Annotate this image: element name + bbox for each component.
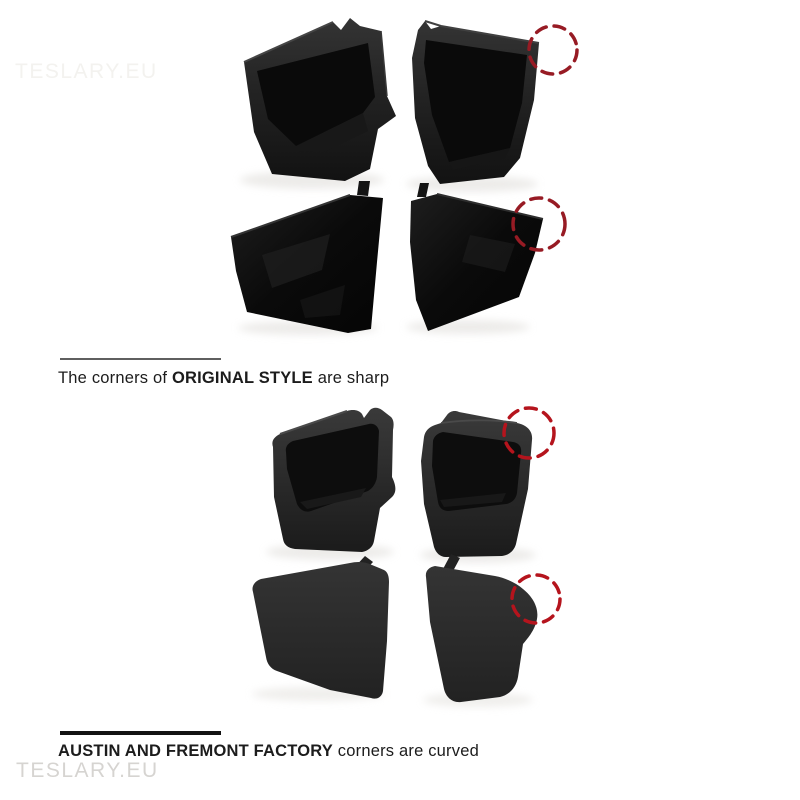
caption-factory — [58, 741, 479, 761]
caption-original-suffix: are sharp — [312, 369, 390, 387]
watermark-bottom: TESLARY.EU — [16, 759, 159, 782]
sharp-box-right — [412, 21, 539, 184]
curved-box-right — [421, 411, 532, 557]
sharp-box-left — [244, 18, 396, 181]
curved-box-left — [272, 408, 395, 552]
factory-style-photo — [252, 408, 560, 707]
watermark-top: TESLARY.EU — [15, 60, 158, 83]
caption-factory-highlight: AUSTIN AND FREMONT FACTORY — [58, 742, 334, 760]
curved-panel-right — [426, 554, 538, 702]
caption-original — [58, 368, 389, 388]
sharp-panel-left — [231, 181, 383, 333]
curved-panel-left — [252, 556, 389, 699]
divider-factory — [60, 731, 221, 735]
original-style-photo — [231, 18, 577, 335]
caption-original-highlight: ORIGINAL STYLE — [171, 369, 313, 387]
divider-original — [60, 358, 221, 360]
caption-original-prefix: The corners of — [58, 369, 172, 387]
caption-factory-suffix: corners are curved — [333, 742, 479, 760]
